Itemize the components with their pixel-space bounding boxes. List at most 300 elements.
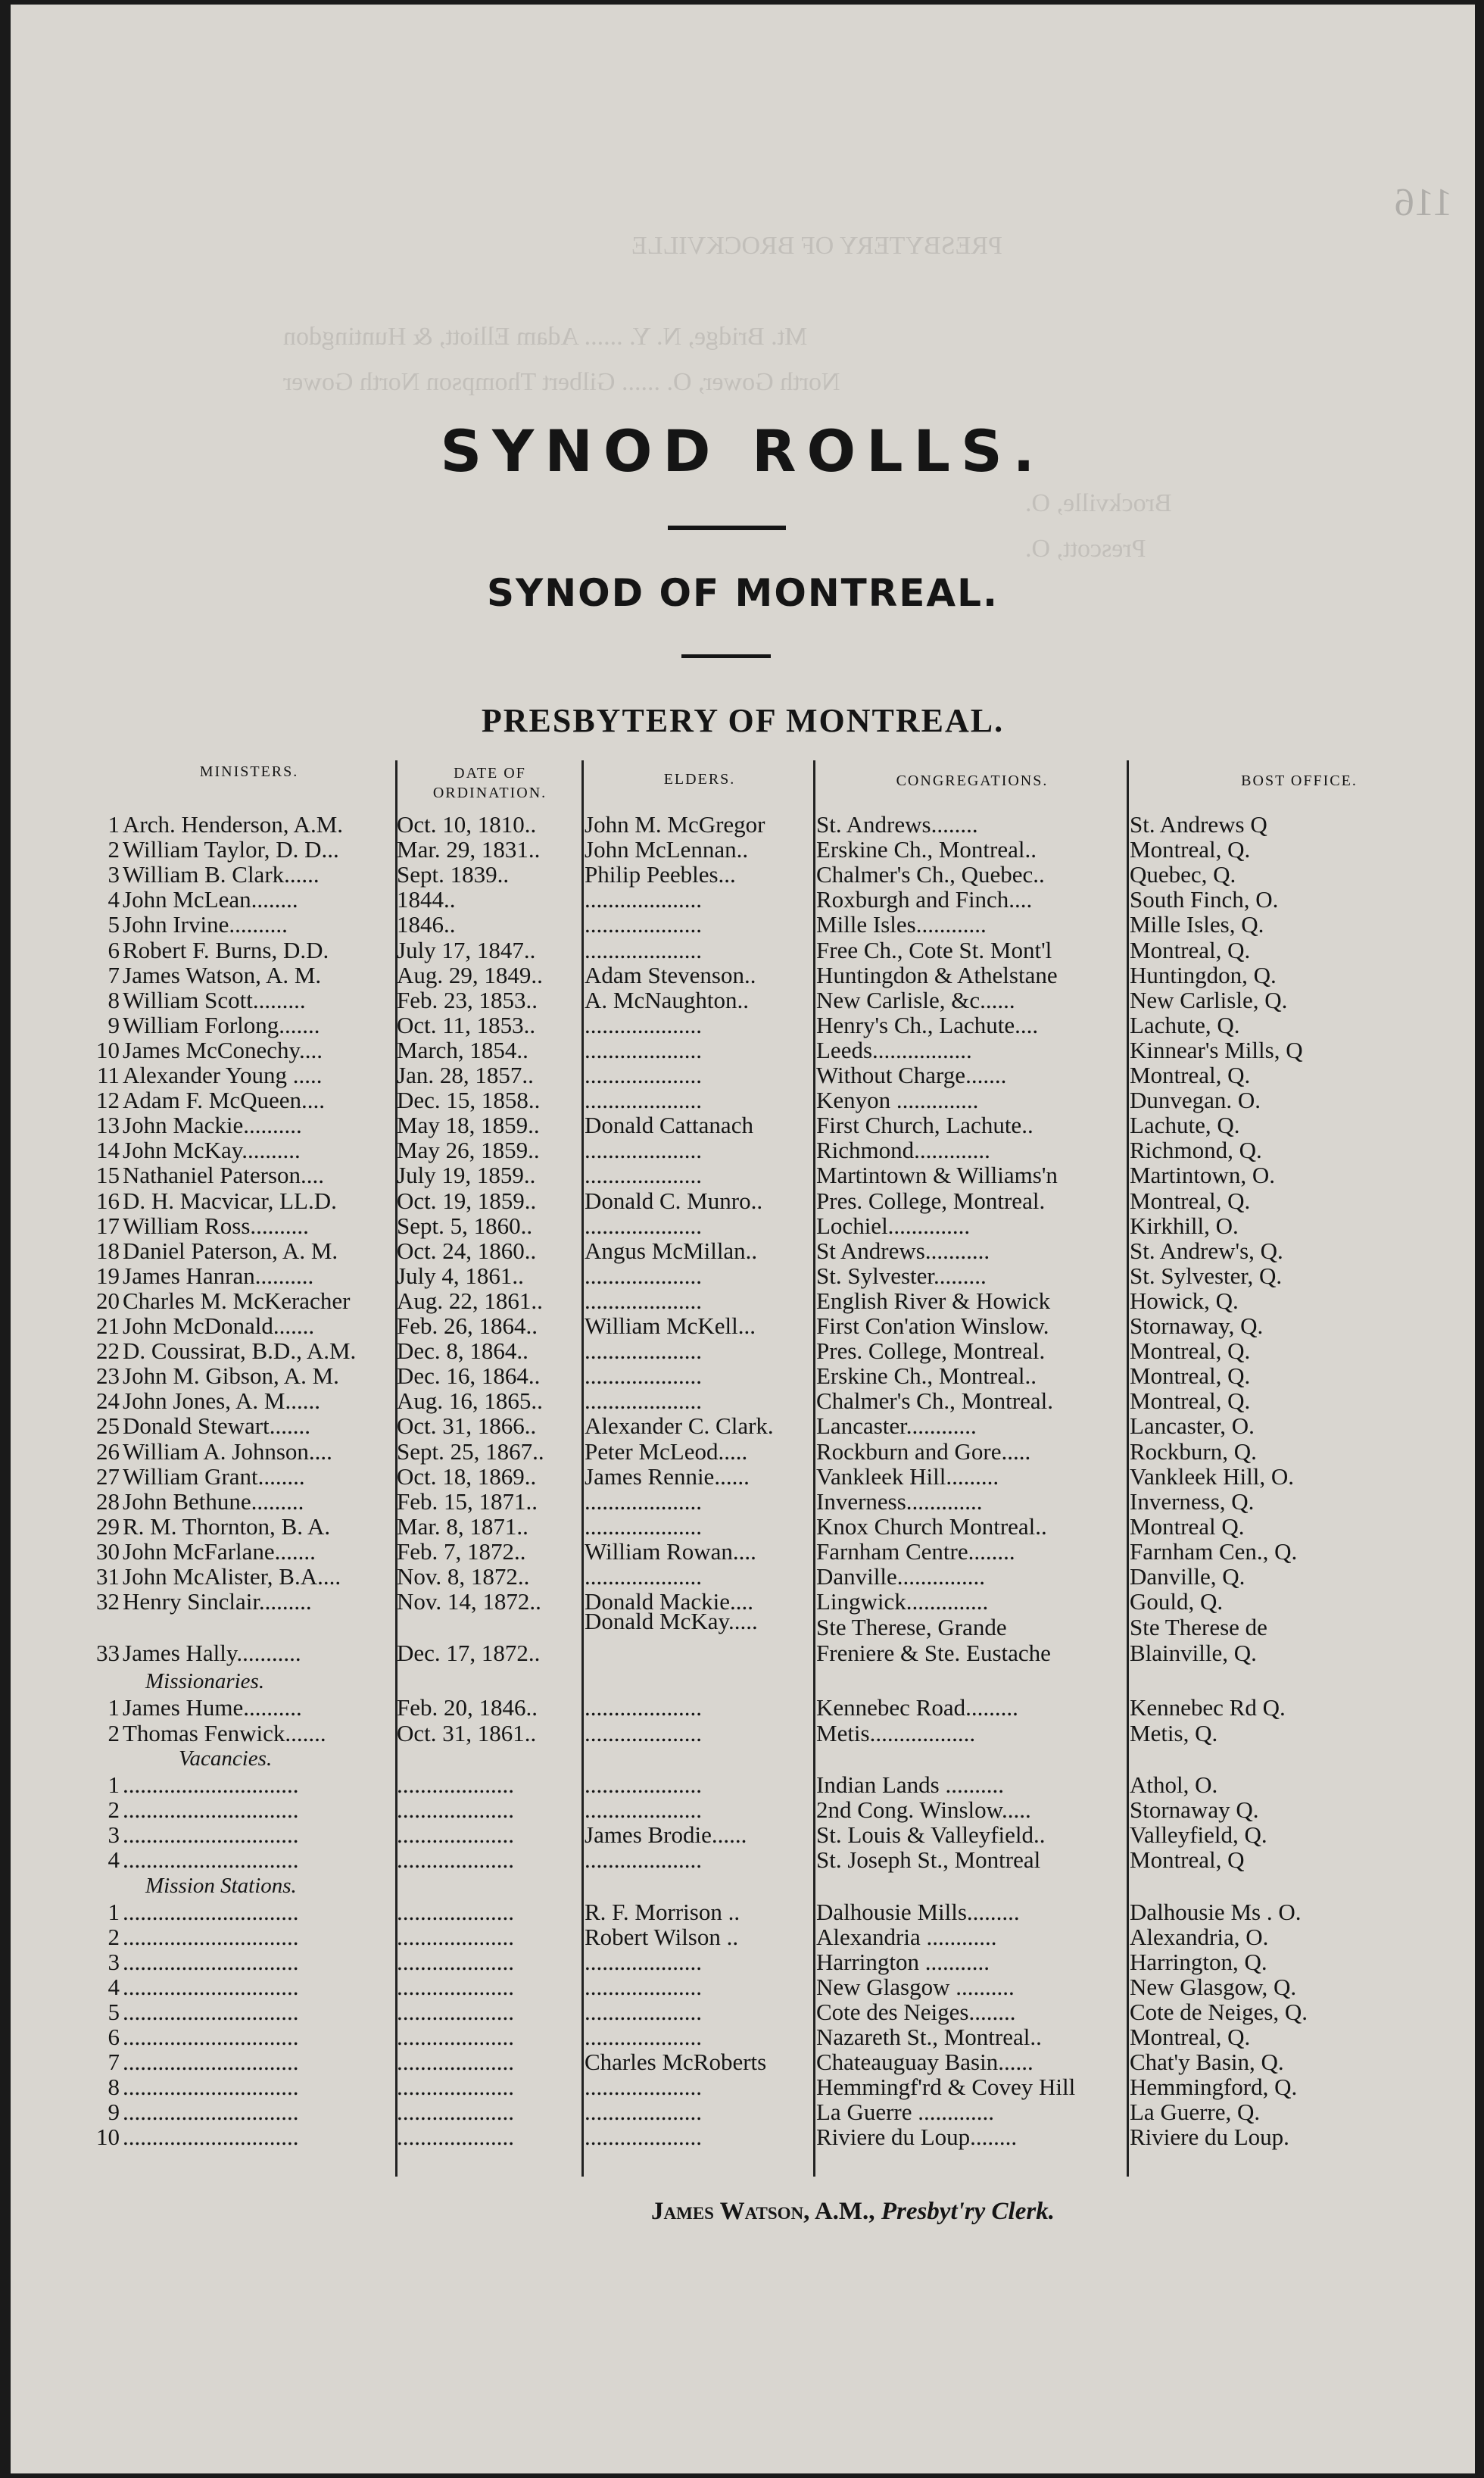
mission-stations-n-cell: 2 bbox=[108, 1924, 120, 1950]
mission-stations-elder-cell: Robert Wilson .. bbox=[585, 1924, 739, 1950]
rows-date-cell: Feb. 15, 1871.. bbox=[397, 1488, 538, 1515]
mission-stations-minister-cell: .............................. bbox=[123, 1924, 299, 1950]
rows-elder-cell: .................... bbox=[585, 887, 702, 913]
rows-n-cell: 15 bbox=[96, 1163, 120, 1189]
mission-stations-post-cell: Riviere du Loup. bbox=[1130, 2124, 1289, 2150]
mission-stations-elder-cell: .................... bbox=[585, 2074, 702, 2100]
rows-n-cell: 11 bbox=[97, 1063, 120, 1088]
vacancies-n-cell: 1 bbox=[108, 1772, 120, 1798]
rows-elder-cell: .................... bbox=[585, 1088, 702, 1114]
mission-stations-minister-cell: .............................. bbox=[123, 1974, 299, 2000]
vacancies-date-cell: .................... bbox=[397, 1847, 514, 1873]
vacancies-congregation-cell: St. Joseph St., Montreal bbox=[816, 1847, 1041, 1873]
header-date: DATE OF ORDINATION. bbox=[432, 765, 547, 801]
rows-post-cell: Lancaster, O. bbox=[1130, 1413, 1255, 1440]
rows-minister-cell: R. M. Thornton, B. A. bbox=[123, 1513, 331, 1540]
mission-stations-congregation-cell: Harrington ........... bbox=[816, 1949, 990, 1975]
vacancies-n-cell: 4 bbox=[108, 1847, 120, 1873]
rows-elder-cell: .................... bbox=[585, 937, 702, 963]
rows-date-cell: July 19, 1859.. bbox=[397, 1163, 536, 1189]
rows-minister-cell: John Irvine.......... bbox=[123, 912, 288, 938]
rows-minister-cell: James Watson, A. M. bbox=[123, 962, 322, 988]
rows-post-cell: Lachute, Q. bbox=[1130, 1113, 1240, 1139]
missionaries-post-cell: Metis, Q. bbox=[1130, 1721, 1218, 1746]
rows-elder-cell: Donald McKay..... bbox=[585, 1609, 758, 1634]
vacancies-congregation-cell: Indian Lands .......... bbox=[816, 1772, 1004, 1798]
vacancies-label: Vacancies. bbox=[179, 1746, 273, 1771]
rows-minister-cell: Henry Sinclair......... bbox=[123, 1589, 312, 1615]
rows-n-cell: 24 bbox=[96, 1388, 120, 1415]
rows-congregation-cell: Free Ch., Cote St. Mont'l bbox=[816, 937, 1052, 963]
rows-post-cell: Richmond, Q. bbox=[1130, 1138, 1262, 1164]
vacancies-minister-cell: .............................. bbox=[123, 1822, 299, 1848]
rows-elder-cell: .................... bbox=[585, 1388, 702, 1415]
rows-post-cell: New Carlisle, Q. bbox=[1130, 987, 1288, 1013]
rows-congregation-cell: First Church, Lachute.. bbox=[816, 1113, 1034, 1139]
rows-elder-cell: .................... bbox=[585, 1338, 702, 1365]
mission-stations-congregation-cell: Alexandria ............ bbox=[816, 1924, 997, 1950]
missionaries-n-cell: 1 bbox=[108, 1695, 120, 1721]
rows-date-cell: Sept. 25, 1867.. bbox=[397, 1438, 544, 1465]
bleed-through-text: North Gower, O. ...... Gilbert Thompson North Gower bbox=[283, 368, 840, 396]
bleed-through-text: Brockville, O. bbox=[1025, 489, 1172, 517]
rows-date-cell: Aug. 22, 1861.. bbox=[397, 1287, 543, 1314]
mission-stations-congregation-cell: Nazareth St., Montreal.. bbox=[816, 2024, 1042, 2050]
rows-elder-cell: .................... bbox=[585, 1488, 702, 1515]
rows-date-cell: Nov. 14, 1872.. bbox=[397, 1589, 541, 1615]
rows-post-cell: Montreal, Q. bbox=[1130, 937, 1251, 963]
rows-post-cell: St. Andrew's, Q. bbox=[1130, 1237, 1283, 1264]
vacancies-date-cell: .................... bbox=[397, 1772, 514, 1798]
rows-post-cell: Ste Therese de bbox=[1130, 1615, 1267, 1640]
mission-stations-minister-cell: .............................. bbox=[123, 2049, 299, 2075]
mission-stations-elder-cell: .................... bbox=[585, 2099, 702, 2125]
rows-post-cell: Montreal, Q. bbox=[1130, 1388, 1251, 1415]
rows-minister-cell: John McLean........ bbox=[123, 887, 298, 913]
rows-elder-cell: .................... bbox=[585, 1063, 702, 1088]
mission-stations-n-cell: 4 bbox=[108, 1974, 120, 2000]
rows-date-cell: Oct. 24, 1860.. bbox=[397, 1237, 537, 1264]
header-ministers: MINISTERS. bbox=[199, 763, 299, 780]
rows-minister-cell: William Taylor, D. D... bbox=[123, 837, 339, 863]
rows-n-cell: 22 bbox=[96, 1338, 120, 1365]
rows-date-cell: Dec. 8, 1864.. bbox=[397, 1338, 528, 1365]
rows-post-cell: Mille Isles, Q. bbox=[1130, 912, 1264, 938]
rows-congregation-cell: St. Andrews........ bbox=[816, 812, 978, 838]
rows-date-cell: Feb. 23, 1853.. bbox=[397, 987, 538, 1013]
mission-stations-date-cell: .................... bbox=[397, 2024, 514, 2050]
rows-elder-cell: .................... bbox=[585, 912, 702, 938]
rows-date-cell: Feb. 7, 1872.. bbox=[397, 1538, 526, 1565]
rows-date-cell: Aug. 16, 1865.. bbox=[397, 1388, 543, 1415]
rows-date-cell: Oct. 18, 1869.. bbox=[397, 1463, 537, 1490]
rows-elder-cell: Peter McLeod..... bbox=[585, 1438, 748, 1465]
missionaries-congregation-cell: Metis.................. bbox=[816, 1721, 976, 1746]
rows-elder-cell: Alexander C. Clark. bbox=[585, 1413, 774, 1440]
synod-rule bbox=[681, 654, 771, 658]
vacancies-post-cell: Montreal, Q bbox=[1130, 1847, 1245, 1873]
rows-minister-cell: James Hanran.......... bbox=[123, 1262, 314, 1289]
rows-n-cell: 25 bbox=[96, 1413, 120, 1440]
rows-elder-cell: Angus McMillan.. bbox=[585, 1237, 758, 1264]
rows-post-cell: Martintown, O. bbox=[1130, 1163, 1276, 1189]
rows-n-cell: 33 bbox=[96, 1640, 120, 1666]
mission-stations-congregation-cell: New Glasgow .......... bbox=[816, 1974, 1015, 2000]
mission-stations-minister-cell: .............................. bbox=[123, 2024, 299, 2050]
rows-n-cell: 18 bbox=[96, 1237, 120, 1264]
rows-congregation-cell: Without Charge....... bbox=[816, 1063, 1007, 1088]
mission-stations-date-cell: .................... bbox=[397, 2099, 514, 2125]
vacancies-elder-cell: .................... bbox=[585, 1772, 702, 1798]
mission-stations-n-cell: 10 bbox=[96, 2124, 120, 2150]
mission-stations-congregation-cell: Hemmingf'rd & Covey Hill bbox=[816, 2074, 1076, 2100]
rows-congregation-cell: Erskine Ch., Montreal.. bbox=[816, 837, 1037, 863]
missionaries-date-cell: Feb. 20, 1846.. bbox=[397, 1695, 538, 1721]
rows-elder-cell: William Rowan.... bbox=[585, 1538, 756, 1565]
rows-n-cell: 27 bbox=[96, 1463, 120, 1490]
rows-congregation-cell: Farnham Centre........ bbox=[816, 1538, 1015, 1565]
rows-n-cell: 32 bbox=[96, 1589, 120, 1615]
missionaries-minister-cell: James Hume.......... bbox=[123, 1695, 302, 1721]
rows-minister-cell: William A. Johnson.... bbox=[123, 1438, 332, 1465]
rows-elder-cell: .................... bbox=[585, 1513, 702, 1540]
rows-elder-cell: .................... bbox=[585, 1037, 702, 1063]
rows-elder-cell: .................... bbox=[585, 1564, 702, 1590]
rows-post-cell: Vankleek Hill, O. bbox=[1130, 1463, 1294, 1490]
mission-stations-post-cell: La Guerre, Q. bbox=[1130, 2099, 1261, 2125]
rows-n-cell: 17 bbox=[96, 1212, 120, 1239]
mission-stations-date-cell: .................... bbox=[397, 2049, 514, 2075]
header-post-office: BOST OFFICE. bbox=[1241, 772, 1358, 789]
rows-post-cell: Montreal, Q. bbox=[1130, 837, 1251, 863]
column-divider bbox=[581, 760, 584, 2177]
vacancies-elder-cell: James Brodie...... bbox=[585, 1822, 747, 1848]
rows-post-cell: St. Andrews Q bbox=[1130, 812, 1267, 838]
rows-post-cell: Gould, Q. bbox=[1130, 1589, 1224, 1615]
rows-minister-cell: James Hally........... bbox=[123, 1640, 301, 1666]
rows-minister-cell: Adam F. McQueen.... bbox=[123, 1088, 325, 1114]
missionaries-post-cell: Kennebec Rd Q. bbox=[1130, 1695, 1286, 1721]
rows-n-cell: 4 bbox=[108, 887, 120, 913]
rows-date-cell: Dec. 17, 1872.. bbox=[397, 1640, 541, 1666]
rows-congregation-cell: Freniere & Ste. Eustache bbox=[816, 1640, 1051, 1666]
rows-n-cell: 6 bbox=[108, 937, 120, 963]
rows-congregation-cell: Leeds................. bbox=[816, 1037, 972, 1063]
rows-date-cell: May 18, 1859.. bbox=[397, 1113, 540, 1139]
rows-date-cell: July 17, 1847.. bbox=[397, 937, 536, 963]
vacancies-date-cell: .................... bbox=[397, 1797, 514, 1823]
rows-post-cell: Kinnear's Mills, Q bbox=[1130, 1037, 1303, 1063]
rows-post-cell: Stornaway, Q. bbox=[1130, 1313, 1264, 1339]
rows-date-cell: Oct. 11, 1853.. bbox=[397, 1012, 536, 1038]
mission-stations-date-cell: .................... bbox=[397, 1924, 514, 1950]
rows-minister-cell: Alexander Young ..... bbox=[123, 1063, 323, 1088]
rows-date-cell: Mar. 29, 1831.. bbox=[397, 837, 541, 863]
rows-n-cell: 14 bbox=[96, 1138, 120, 1164]
clerk-role: Presbyt'ry Clerk. bbox=[881, 2198, 1055, 2225]
bleed-through-page-number: 116 bbox=[1394, 181, 1452, 224]
rows-date-cell: 1846.. bbox=[397, 912, 456, 938]
rows-congregation-cell: Ste Therese, Grande bbox=[816, 1615, 1007, 1640]
rows-n-cell: 28 bbox=[96, 1488, 120, 1515]
rows-congregation-cell: New Carlisle, &c...... bbox=[816, 987, 1015, 1013]
mission-stations-elder-cell: .................... bbox=[585, 1949, 702, 1975]
rows-date-cell: Dec. 16, 1864.. bbox=[397, 1363, 541, 1390]
rows-elder-cell: .................... bbox=[585, 1262, 702, 1289]
rows-n-cell: 29 bbox=[96, 1513, 120, 1540]
document-page bbox=[11, 5, 1475, 2473]
title-rule bbox=[668, 526, 786, 530]
vacancies-date-cell: .................... bbox=[397, 1822, 514, 1848]
rows-congregation-cell: Rockburn and Gore..... bbox=[816, 1438, 1031, 1465]
rows-congregation-cell: St Andrews........... bbox=[816, 1237, 990, 1264]
mission-stations-date-cell: .................... bbox=[397, 1974, 514, 2000]
mission-stations-n-cell: 3 bbox=[108, 1949, 120, 1975]
rows-n-cell: 20 bbox=[96, 1287, 120, 1314]
rows-n-cell: 26 bbox=[96, 1438, 120, 1465]
rows-date-cell: 1844.. bbox=[397, 887, 456, 913]
rows-date-cell: Jan. 28, 1857.. bbox=[397, 1063, 534, 1088]
rows-minister-cell: John Bethune......... bbox=[123, 1488, 304, 1515]
rows-n-cell: 1 bbox=[108, 812, 120, 838]
column-divider bbox=[1127, 760, 1129, 2177]
mission-stations-n-cell: 6 bbox=[108, 2024, 120, 2050]
rows-n-cell: 31 bbox=[96, 1564, 120, 1590]
rows-date-cell: Mar. 8, 1871.. bbox=[397, 1513, 528, 1540]
rows-post-cell: Blainville, Q. bbox=[1130, 1640, 1257, 1666]
vacancies-elder-cell: .................... bbox=[585, 1847, 702, 1873]
mission-stations-post-cell: Montreal, Q. bbox=[1130, 2024, 1251, 2050]
rows-date-cell: Oct. 31, 1866.. bbox=[397, 1413, 537, 1440]
rows-n-cell: 8 bbox=[108, 987, 120, 1013]
rows-n-cell: 2 bbox=[108, 837, 120, 863]
missionaries-label: Missionaries. bbox=[145, 1669, 265, 1693]
rows-minister-cell: Donald Stewart....... bbox=[123, 1413, 310, 1440]
rows-congregation-cell: Kenyon .............. bbox=[816, 1088, 979, 1114]
mission-stations-date-cell: .................... bbox=[397, 1899, 514, 1925]
rows-minister-cell: William Ross.......... bbox=[123, 1212, 309, 1239]
mission-stations-minister-cell: .............................. bbox=[123, 2074, 299, 2100]
mission-stations-elder-cell: .................... bbox=[585, 1974, 702, 2000]
rows-minister-cell: Charles M. McKeracher bbox=[123, 1287, 351, 1314]
rows-congregation-cell: Chalmer's Ch., Quebec.. bbox=[816, 862, 1045, 888]
rows-minister-cell: Arch. Henderson, A.M. bbox=[123, 812, 344, 838]
missionaries-elder-cell: .................... bbox=[585, 1695, 702, 1721]
rows-congregation-cell: Lochiel.............. bbox=[816, 1212, 971, 1239]
rows-elder-cell: John M. McGregor bbox=[585, 812, 765, 838]
rows-post-cell: Howick, Q. bbox=[1130, 1287, 1239, 1314]
rows-date-cell: Aug. 29, 1849.. bbox=[397, 962, 543, 988]
rows-minister-cell: John McKay.......... bbox=[123, 1138, 301, 1164]
rows-date-cell: Feb. 26, 1864.. bbox=[397, 1313, 538, 1339]
missionaries-elder-cell: .................... bbox=[585, 1721, 702, 1746]
rows-date-cell: March, 1854.. bbox=[397, 1037, 528, 1063]
rows-n-cell: 23 bbox=[96, 1363, 120, 1390]
mission-stations-date-cell: .................... bbox=[397, 2124, 514, 2150]
rows-date-cell: July 4, 1861.. bbox=[397, 1262, 524, 1289]
rows-congregation-cell: Knox Church Montreal.. bbox=[816, 1513, 1047, 1540]
rows-elder-cell: .................... bbox=[585, 1012, 702, 1038]
rows-congregation-cell: Pres. College, Montreal. bbox=[816, 1188, 1046, 1214]
rows-post-cell: Montreal, Q. bbox=[1130, 1363, 1251, 1390]
rows-post-cell: Lachute, Q. bbox=[1130, 1012, 1240, 1038]
rows-post-cell: Montreal, Q. bbox=[1130, 1338, 1251, 1365]
mission-stations-minister-cell: .............................. bbox=[123, 1899, 299, 1925]
rows-n-cell: 5 bbox=[108, 912, 120, 938]
missionaries-minister-cell: Thomas Fenwick....... bbox=[123, 1721, 326, 1746]
rows-congregation-cell: Henry's Ch., Lachute.... bbox=[816, 1012, 1039, 1038]
vacancies-congregation-cell: 2nd Cong. Winslow..... bbox=[816, 1797, 1031, 1823]
mission-stations-post-cell: Chat'y Basin, Q. bbox=[1130, 2049, 1284, 2075]
rows-post-cell: Rockburn, Q. bbox=[1130, 1438, 1257, 1465]
vacancies-minister-cell: .............................. bbox=[123, 1797, 299, 1823]
mission-stations-n-cell: 9 bbox=[108, 2099, 120, 2125]
rows-post-cell: St. Sylvester, Q. bbox=[1130, 1262, 1283, 1289]
synod-title: SYNOD OF MONTREAL. bbox=[487, 571, 999, 615]
rows-n-cell: 13 bbox=[96, 1113, 120, 1139]
rows-date-cell: Sept. 5, 1860.. bbox=[397, 1212, 533, 1239]
rows-post-cell: Inverness, Q. bbox=[1130, 1488, 1255, 1515]
rows-congregation-cell: Martintown & Williams'n bbox=[816, 1163, 1058, 1189]
rows-congregation-cell: Vankleek Hill......... bbox=[816, 1463, 999, 1490]
rows-elder-cell: .................... bbox=[585, 1287, 702, 1314]
rows-post-cell: Danville, Q. bbox=[1130, 1564, 1246, 1590]
rows-date-cell: Dec. 15, 1858.. bbox=[397, 1088, 541, 1114]
vacancies-post-cell: Stornaway Q. bbox=[1130, 1797, 1259, 1823]
rows-congregation-cell: Richmond............. bbox=[816, 1138, 990, 1164]
rows-elder-cell: Donald C. Munro.. bbox=[585, 1188, 763, 1214]
mission-stations-congregation-cell: Dalhousie Mills......... bbox=[816, 1899, 1020, 1925]
rows-elder-cell: James Rennie...... bbox=[585, 1463, 750, 1490]
rows-elder-cell: William McKell... bbox=[585, 1313, 756, 1339]
rows-post-cell: Farnham Cen., Q. bbox=[1130, 1538, 1298, 1565]
vacancies-minister-cell: .............................. bbox=[123, 1847, 299, 1873]
mission-stations-post-cell: Dalhousie Ms . O. bbox=[1130, 1899, 1302, 1925]
rows-post-cell: Montreal, Q. bbox=[1130, 1188, 1251, 1214]
rows-congregation-cell: Huntingdon & Athelstane bbox=[816, 962, 1058, 988]
rows-post-cell: South Finch, O. bbox=[1130, 887, 1279, 913]
rows-minister-cell: Daniel Paterson, A. M. bbox=[123, 1237, 338, 1264]
bleed-through-text: Prescott, O. bbox=[1025, 535, 1146, 563]
mission-stations-minister-cell: .............................. bbox=[123, 1949, 299, 1975]
rows-congregation-cell: First Con'ation Winslow. bbox=[816, 1313, 1049, 1339]
rows-elder-cell: .................... bbox=[585, 1212, 702, 1239]
vacancies-n-cell: 3 bbox=[108, 1822, 120, 1848]
rows-minister-cell: D. H. Macvicar, LL.D. bbox=[123, 1188, 337, 1214]
rows-date-cell: Oct. 10, 1810.. bbox=[397, 812, 537, 838]
mission-stations-elder-cell: Charles McRoberts bbox=[585, 2049, 767, 2075]
vacancies-post-cell: Valleyfield, Q. bbox=[1130, 1822, 1267, 1848]
rows-minister-cell: William Forlong....... bbox=[123, 1012, 320, 1038]
rows-elder-cell: .................... bbox=[585, 1138, 702, 1164]
rows-date-cell: May 26, 1859.. bbox=[397, 1138, 540, 1164]
missionaries-n-cell: 2 bbox=[108, 1721, 120, 1746]
rows-n-cell: 10 bbox=[96, 1037, 120, 1063]
vacancies-n-cell: 2 bbox=[108, 1797, 120, 1823]
rows-post-cell: Kirkhill, O. bbox=[1130, 1212, 1239, 1239]
vacancies-elder-cell: .................... bbox=[585, 1797, 702, 1823]
mission-stations-n-cell: 7 bbox=[108, 2049, 120, 2075]
rows-post-cell: Huntingdon, Q. bbox=[1130, 962, 1277, 988]
mission-stations-elder-cell: .................... bbox=[585, 2024, 702, 2050]
rows-minister-cell: John McFarlane....... bbox=[123, 1538, 316, 1565]
rows-n-cell: 9 bbox=[108, 1012, 120, 1038]
rows-congregation-cell: Pres. College, Montreal. bbox=[816, 1338, 1046, 1365]
rows-minister-cell: John McDonald....... bbox=[123, 1313, 315, 1339]
rows-congregation-cell: Roxburgh and Finch.... bbox=[816, 887, 1033, 913]
rows-minister-cell: William Scott......... bbox=[123, 987, 306, 1013]
header-congregations: CONGREGATIONS. bbox=[896, 772, 1049, 789]
mission-stations-post-cell: New Glasgow, Q. bbox=[1130, 1974, 1297, 2000]
mission-stations-n-cell: 1 bbox=[108, 1899, 120, 1925]
document-title: SYNOD ROLLS. bbox=[440, 417, 1046, 485]
mission-stations-post-cell: Hemmingford, Q. bbox=[1130, 2074, 1298, 2100]
bleed-through-text: Mt. Bridge, N. Y. ...... Adam Elliott, & Huntingdon bbox=[283, 323, 808, 351]
column-divider bbox=[813, 760, 815, 2177]
rows-n-cell: 19 bbox=[96, 1262, 120, 1289]
rows-minister-cell: William Grant........ bbox=[123, 1463, 305, 1490]
mission-stations-date-cell: .................... bbox=[397, 1949, 514, 1975]
rows-congregation-cell: Chalmer's Ch., Montreal. bbox=[816, 1388, 1053, 1415]
rows-minister-cell: John Jones, A. M...... bbox=[123, 1388, 320, 1415]
mission-stations-minister-cell: .............................. bbox=[123, 1999, 299, 2025]
mission-stations-minister-cell: .............................. bbox=[123, 2099, 299, 2125]
mission-stations-congregation-cell: Riviere du Loup........ bbox=[816, 2124, 1018, 2150]
rows-congregation-cell: Mille Isles............ bbox=[816, 912, 987, 938]
clerk-name: James Watson, A.M., bbox=[651, 2198, 875, 2225]
header-elders: ELDERS. bbox=[663, 771, 736, 788]
rows-minister-cell: Nathaniel Paterson.... bbox=[123, 1163, 325, 1189]
rows-elder-cell: Adam Stevenson.. bbox=[585, 962, 756, 988]
rows-congregation-cell: Erskine Ch., Montreal.. bbox=[816, 1363, 1037, 1390]
rows-congregation-cell: English River & Howick bbox=[816, 1287, 1051, 1314]
rows-congregation-cell: Lingwick.............. bbox=[816, 1589, 989, 1615]
rows-minister-cell: D. Coussirat, B.D., A.M. bbox=[123, 1338, 357, 1365]
mission-stations-elder-cell: R. F. Morrison .. bbox=[585, 1899, 740, 1925]
mission-stations-minister-cell: .............................. bbox=[123, 2124, 299, 2150]
mission-stations-congregation-cell: Cote des Neiges........ bbox=[816, 1999, 1016, 2025]
missionaries-congregation-cell: Kennebec Road......... bbox=[816, 1695, 1018, 1721]
rows-congregation-cell: Inverness............. bbox=[816, 1488, 983, 1515]
rows-congregation-cell: Lancaster............ bbox=[816, 1413, 977, 1440]
rows-minister-cell: Robert F. Burns, D.D. bbox=[123, 937, 329, 963]
bleed-through-text: PRESBYTERY OF BROCKVILLE bbox=[631, 232, 1002, 260]
vacancies-minister-cell: .............................. bbox=[123, 1772, 299, 1798]
rows-elder-cell: .................... bbox=[585, 1163, 702, 1189]
rows-date-cell: Oct. 19, 1859.. bbox=[397, 1188, 537, 1214]
rows-date-cell: Sept. 1839.. bbox=[397, 862, 510, 888]
missionaries-date-cell: Oct. 31, 1861.. bbox=[397, 1721, 537, 1746]
mission-stations-post-cell: Cote de Neiges, Q. bbox=[1130, 1999, 1308, 2025]
rows-n-cell: 21 bbox=[96, 1313, 120, 1339]
clerk-signature bbox=[651, 2198, 1055, 2226]
rows-elder-cell: .................... bbox=[585, 1363, 702, 1390]
rows-elder-cell: Donald Cattanach bbox=[585, 1113, 753, 1139]
mission-stations-label: Mission Stations. bbox=[145, 1874, 297, 1898]
rows-n-cell: 7 bbox=[108, 962, 120, 988]
mission-stations-congregation-cell: Chateauguay Basin...... bbox=[816, 2049, 1034, 2075]
mission-stations-elder-cell: .................... bbox=[585, 2124, 702, 2150]
rows-n-cell: 16 bbox=[96, 1188, 120, 1214]
rows-post-cell: Montreal Q. bbox=[1130, 1513, 1245, 1540]
mission-stations-n-cell: 5 bbox=[108, 1999, 120, 2025]
rows-post-cell: Quebec, Q. bbox=[1130, 862, 1236, 888]
rows-n-cell: 30 bbox=[96, 1538, 120, 1565]
rows-post-cell: Dunvegan. O. bbox=[1130, 1088, 1261, 1114]
mission-stations-elder-cell: .................... bbox=[585, 1999, 702, 2025]
rows-congregation-cell: Danville............... bbox=[816, 1564, 985, 1590]
rows-minister-cell: John Mackie.......... bbox=[123, 1113, 302, 1139]
